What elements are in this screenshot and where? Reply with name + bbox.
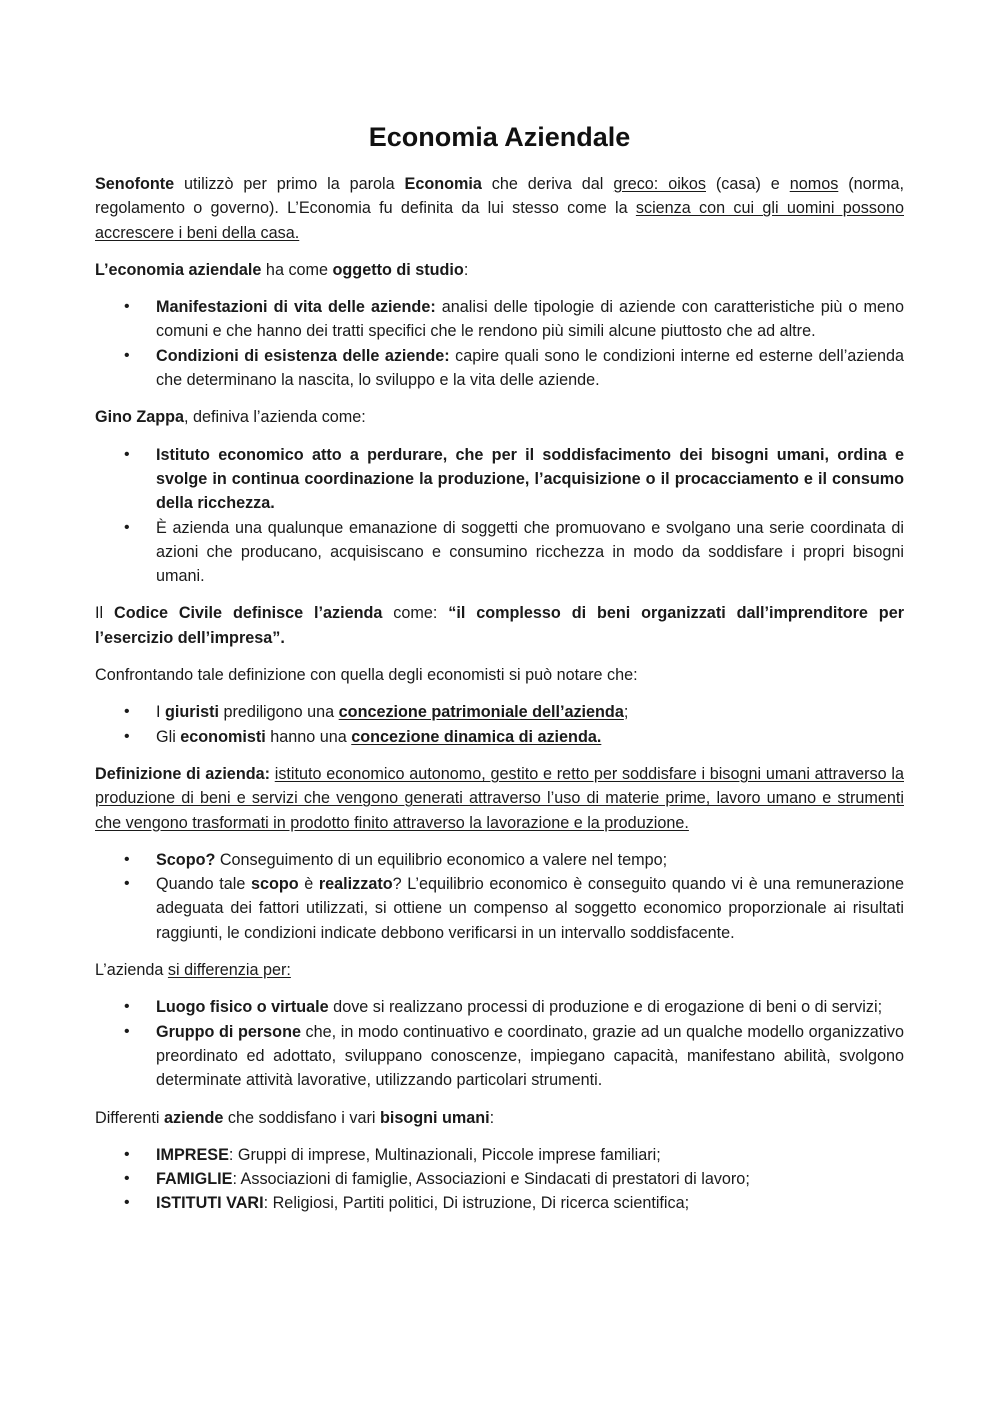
text-run: capire quali sono le condizioni interne ed esterne dell’azienda che determinano la nascita, lo sviluppo e la vita delle aziende. xyxy=(156,346,904,390)
text-run: : Gruppi di imprese, Multinazionali, Piccole imprese familiari; xyxy=(228,1145,661,1164)
bold-quote: “il complesso di beni organizzati dall’imprenditore per l’esercizio dell’impresa”. xyxy=(95,604,904,647)
bold-term: Scopo? xyxy=(156,850,216,869)
bold-term: oggetto di studio xyxy=(332,260,464,279)
underlined-term: nomos xyxy=(789,175,839,193)
text-run: (casa) e xyxy=(706,175,790,193)
text-run: prediligono una xyxy=(218,703,339,722)
bold-term: FAMIGLIE xyxy=(156,1170,233,1189)
text-run: Differenti xyxy=(95,1108,164,1127)
bold-term: Gruppo di persone xyxy=(156,1022,301,1041)
text-run: dove si realizzano processi di produzione e di erogazione di beni o di servizi; xyxy=(328,998,883,1017)
list-tipi-aziende xyxy=(95,1143,904,1216)
bold-term: Codice Civile definisce l’azienda xyxy=(114,604,383,623)
underlined-term: si differenzia per: xyxy=(167,961,291,980)
bold-term: Istituto economico atto a perdurare, che per il soddisfacimento dei bisogni umani, ordina e svolge in continua coordinazione la produzione, l’acquisizione o il procacciamento e il consumo della ricchezza. xyxy=(156,445,904,513)
text-run: hanno una xyxy=(265,727,352,746)
bold-term: IMPRESE xyxy=(156,1145,229,1164)
bold-term: Luogo fisico o virtuale xyxy=(156,998,329,1017)
text-run: Conseguimento di un equilibrio economico a valere nel tempo; xyxy=(215,850,668,869)
list-scopo xyxy=(95,848,904,945)
list-item xyxy=(95,1167,904,1191)
bold-term: Definizione di azienda: xyxy=(95,764,270,783)
bold-term: Senofonte xyxy=(95,175,175,193)
list-concezioni xyxy=(95,700,904,749)
list-item xyxy=(95,995,904,1019)
text-run: , definiva l’azienda come: xyxy=(184,408,366,427)
list-item xyxy=(95,295,904,344)
list-item xyxy=(95,1143,904,1167)
text-run: ? L’equilibrio economico è conseguito quando vi è una remunerazione adeguata dei fattori utilizzati, si ottiene un compenso al soggetto economico proporzionale ai risultati raggiunti, le condizioni indicate debbono verificarsi in un intervallo soddisfacente. xyxy=(156,875,904,942)
text-run: ; xyxy=(623,703,629,722)
text-run: : Religiosi, Partiti politici, Di istruzione, Di ricerca scientifica; xyxy=(263,1194,690,1213)
paragraph-senofonte xyxy=(95,172,904,245)
document-title: Economia Aziendale xyxy=(368,122,631,152)
paragraph-differenti-aziende xyxy=(95,1106,904,1130)
list-differenzia xyxy=(95,995,904,1092)
list-item xyxy=(95,344,904,393)
text-run: Quando tale xyxy=(156,875,251,894)
paragraph-codice-civile xyxy=(95,601,904,650)
text-run: utilizzò per primo la parola xyxy=(174,175,405,193)
paragraph-confronto: Confrontando tale definizione con quella degli economisti si può notare che: xyxy=(95,666,638,685)
paragraph-oggetto-studio xyxy=(95,258,904,282)
text-run: è xyxy=(298,875,319,894)
list-item xyxy=(95,516,904,589)
bold-term: economisti xyxy=(180,727,266,746)
underlined-definition: scienza con cui gli uomini possono accrescere i beni della casa. xyxy=(95,199,904,242)
text-run: come: xyxy=(382,604,449,623)
bold-term: ISTITUTI VARI xyxy=(156,1194,264,1213)
bold-term: scopo xyxy=(250,875,299,894)
text-run: : xyxy=(463,260,469,279)
list-item xyxy=(95,1020,904,1093)
bold-term: Condizioni di esistenza delle aziende: xyxy=(156,346,450,365)
text-run: analisi delle tipologie di aziende con caratteristiche più o meno comuni e che hanno dei tratti specifici che le rendono più simili alcune piuttosto che ad altre. xyxy=(156,298,904,341)
bold-term: bisogni umani xyxy=(379,1108,490,1127)
bold-term: Manifestazioni di vita delle aziende: xyxy=(156,298,436,317)
bold-term: giuristi xyxy=(165,703,219,722)
text-run: che soddisfano i vari xyxy=(223,1108,380,1127)
list-item xyxy=(95,725,904,749)
list-item xyxy=(95,1191,904,1215)
paragraph-gino-zappa xyxy=(95,405,904,429)
text-run: che, in modo continuativo e coordinato, grazie ad un qualche modello organizzativo preordinato ed adottato, sviluppano conoscenze, impiegano capacità, manifestano abilità, svolgono determinate attività lavorative, utilizzando particolari strumenti. xyxy=(156,1022,904,1090)
list-item xyxy=(95,872,904,945)
list-definizione-zappa xyxy=(95,443,904,589)
text-run: Il xyxy=(95,604,114,623)
text-run: ha come xyxy=(261,260,333,279)
bold-term: Gino Zappa xyxy=(95,408,185,427)
text-run: : Associazioni di famiglie, Associazioni e Sindacati di prestatori di lavoro; xyxy=(232,1170,750,1189)
list-item xyxy=(95,700,904,724)
paragraph-definizione-azienda xyxy=(95,762,904,835)
bold-term: aziende xyxy=(163,1108,224,1127)
list-oggetto-studio xyxy=(95,295,904,392)
text-run: L’azienda xyxy=(95,961,168,980)
underlined-definition: istituto economico autonomo, gestito e retto per soddisfare i bisogni umani attraverso la produzione di beni e servizi che vengono generati attraverso l’uso di materie prime, lavoro umano e strumenti che vengono trasformati in prodotto finito attraverso la lavorazione e la produzione. xyxy=(95,764,904,832)
text-run: I xyxy=(156,703,165,722)
text-run: : xyxy=(489,1108,495,1127)
text-run: Gli xyxy=(156,727,181,746)
underlined-term: concezione dinamica di azienda. xyxy=(351,727,602,746)
bold-term: realizzato xyxy=(318,875,393,894)
list-item xyxy=(95,443,904,516)
bold-term: Economia xyxy=(404,175,482,193)
paragraph-differenzia xyxy=(95,958,904,982)
bold-term: L’economia aziendale xyxy=(95,260,262,279)
text-run: che deriva dal xyxy=(481,175,614,193)
underlined-term: concezione patrimoniale dell’azienda xyxy=(338,703,624,722)
text-run: È azienda una qualunque emanazione di soggetti che promuovano e svolgano una serie coordinata di azioni che producano, acquisiscano e consumino ricchezza in modo da soddisfare i propri bisogni umani. xyxy=(156,518,904,586)
underlined-term: greco: oikos xyxy=(613,175,706,193)
text-run: (norma, regolamento o governo). L’Economia fu definita da lui stesso come la xyxy=(95,175,904,218)
list-item xyxy=(95,848,904,872)
